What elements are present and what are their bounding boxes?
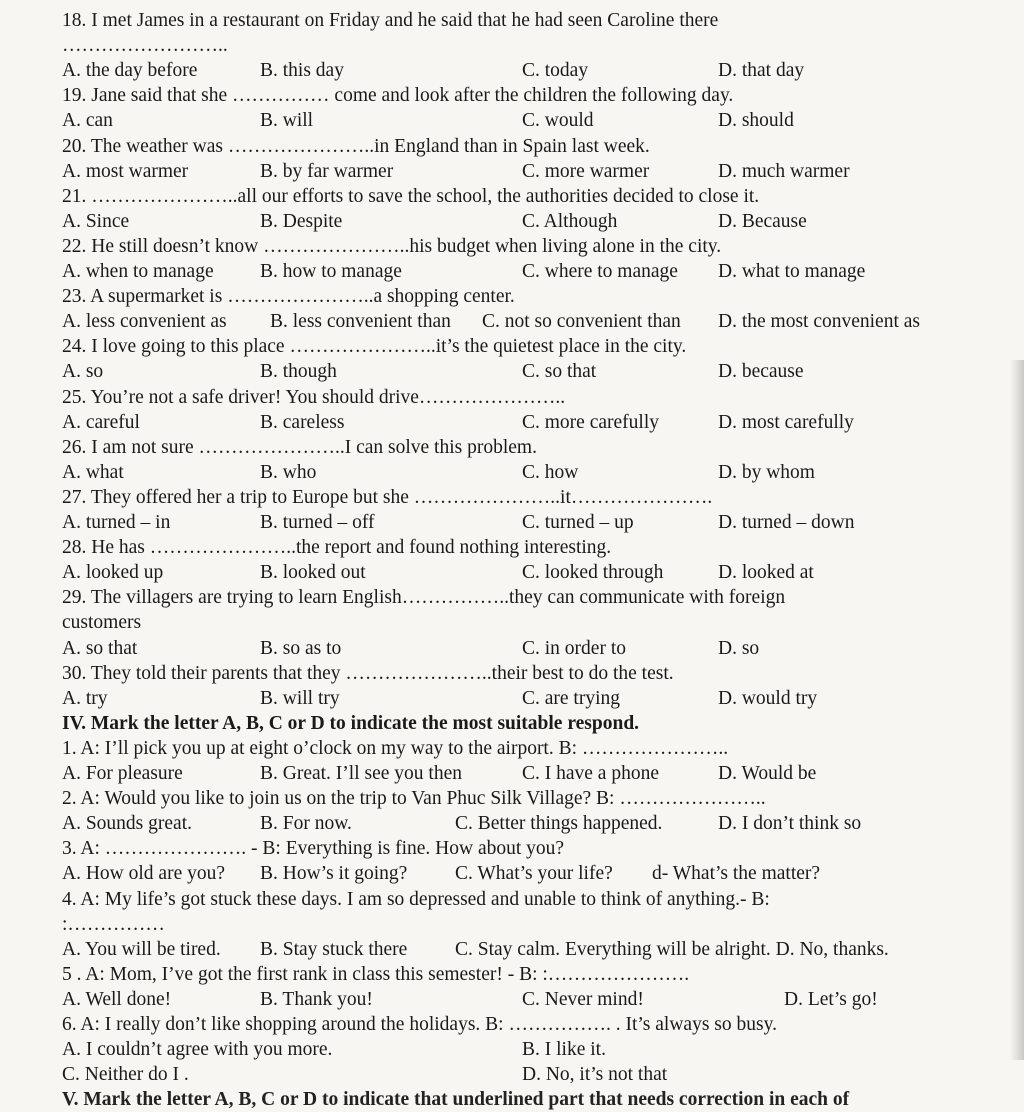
options-row	[62, 861, 962, 886]
answer-option: D. should	[718, 110, 794, 132]
line-text: 23. A supermarket is …………………..a shopping center.	[62, 286, 515, 308]
options-row	[62, 1062, 962, 1087]
line-text: V. Mark the letter A, B, C or D to indicate that underlined part that needs correction in each of	[62, 1089, 850, 1111]
answer-option: D. Would be	[718, 763, 817, 784]
question-line	[62, 661, 962, 686]
answer-option: C. I have a phone	[522, 763, 659, 784]
question-line	[62, 435, 962, 460]
answer-option: A. try	[62, 687, 108, 709]
answer-option: D. looked at	[718, 562, 814, 584]
answer-option: B. turned – off	[260, 512, 375, 533]
line-text: 29. The villagers are trying to learn English……………..they can communicate with foreign	[62, 587, 786, 609]
answer-option: B. so as to	[260, 637, 342, 659]
question-line	[62, 887, 962, 912]
answer-option: B. Stay stuck there	[260, 938, 408, 960]
answer-option: B. by far warmer	[260, 160, 394, 182]
options-row	[62, 460, 962, 485]
answer-option: C. more warmer	[522, 160, 650, 182]
line-text: 26. I am not sure …………………..I can solve this problem.	[62, 436, 537, 458]
options-row	[62, 811, 962, 836]
answer-option: C. where to manage	[522, 261, 678, 282]
answer-option: C. What’s your life?	[455, 863, 613, 885]
line-text: 27. They offered her a trip to Europe but she …………………..it………………….	[62, 486, 713, 508]
answer-option: D. Let’s go!	[784, 988, 878, 1010]
line-text: ……………………..	[62, 35, 228, 57]
options-row	[62, 937, 962, 962]
answer-option: A. looked up	[62, 562, 164, 584]
answer-option: A. most warmer	[62, 160, 189, 182]
answer-option: A. less convenient as	[62, 311, 227, 333]
answer-option: C. Neither do I .	[62, 1064, 189, 1086]
options-row	[62, 987, 962, 1012]
answer-option: B. though	[260, 361, 337, 383]
answer-option: B. how to manage	[260, 261, 402, 282]
answer-option: C. would	[522, 110, 594, 132]
answer-option: B. Great. I’ll see you then	[260, 763, 462, 784]
question-line	[62, 184, 962, 209]
answer-option: C. Never mind!	[522, 988, 644, 1010]
line-text: 2. A: Would you like to join us on the trip to Van Phuc Silk Village? B: …………………..	[62, 788, 766, 810]
answer-option: B. looked out	[260, 562, 366, 584]
section-heading	[62, 711, 962, 736]
answer-option: A. I couldn’t agree with you more.	[62, 1039, 333, 1061]
options-row	[62, 209, 962, 234]
line-text: :……………	[62, 913, 165, 935]
options-row	[62, 1037, 962, 1062]
answer-option: D. so	[718, 637, 760, 659]
answer-option: D. would try	[718, 687, 818, 709]
answer-option: B. How’s it going?	[260, 863, 408, 885]
line-text: 1. A: I’ll pick you up at eight o’clock on my way to the airport. B: …………………..	[62, 737, 729, 759]
answer-option: D. the most convenient as	[718, 311, 920, 333]
answer-option: B. less convenient than	[270, 311, 451, 333]
answer-option: D. turned – down	[718, 512, 855, 533]
line-text: IV. Mark the letter A, B, C or D to indicate the most suitable respond.	[62, 712, 640, 734]
answer-option: C. more carefully	[522, 411, 659, 433]
question-line	[62, 535, 962, 560]
answer-option: C. how	[522, 461, 579, 483]
answer-option: A. so	[62, 361, 104, 383]
answer-option: A. Well done!	[62, 988, 172, 1010]
options-row	[62, 636, 962, 661]
options-row	[62, 58, 962, 83]
line-text: 6. A: I really don’t like shopping around the holidays. B: ……………. . It’s always so busy.	[62, 1014, 777, 1035]
answer-option: C. in order to	[522, 637, 626, 659]
question-line	[62, 736, 962, 761]
answer-option: D. because	[718, 361, 804, 383]
line-text: 30. They told their parents that they …………………..their best to do the test.	[62, 662, 674, 684]
answer-option: B. Thank you!	[260, 988, 373, 1010]
answer-option: B. will	[260, 110, 314, 132]
line-text: customers	[62, 612, 142, 634]
question-line	[62, 1012, 962, 1037]
question-line	[62, 8, 962, 33]
line-text: 19. Jane said that she …………… come and look after the children the following day.	[62, 85, 734, 107]
line-text: 22. He still doesn’t know …………………..his budget when living alone in the city.	[62, 235, 722, 257]
answer-option: D. that day	[718, 60, 805, 82]
answer-option: D. much warmer	[718, 160, 850, 182]
answer-option: A. what	[62, 461, 124, 483]
options-row	[62, 259, 962, 284]
answer-option: C. not so convenient than	[482, 311, 681, 333]
answer-option: A. turned – in	[62, 512, 171, 533]
question-line	[62, 912, 962, 937]
answer-option: B. careless	[260, 411, 345, 433]
question-line	[62, 234, 962, 259]
options-row	[62, 309, 962, 334]
answer-option: C. Although	[522, 210, 618, 232]
answer-option: A. For pleasure	[62, 763, 183, 784]
answer-option: C. so that	[522, 361, 597, 383]
question-line	[62, 836, 962, 861]
section-heading-cut	[62, 1087, 962, 1112]
options-row	[62, 686, 962, 711]
line-text: 24. I love going to this place …………………..it’s the quietest place in the city.	[62, 336, 687, 358]
answer-option: C. are trying	[522, 687, 621, 709]
answer-option: A. can	[62, 110, 113, 132]
answer-option: B. this day	[260, 60, 344, 82]
line-text: 5 . A: Mom, I’ve got the first rank in class this semester! - B: :………………….	[62, 963, 690, 985]
answer-option: D. by whom	[718, 461, 815, 483]
answer-option: A. Sounds great.	[62, 813, 192, 835]
answer-option: C. today	[522, 60, 589, 82]
answer-option: A. careful	[62, 411, 140, 433]
answer-option: A. You will be tired.	[62, 938, 221, 960]
answer-option: B. who	[260, 461, 317, 483]
answer-option: B. will try	[260, 687, 340, 709]
question-line	[62, 385, 962, 410]
options-row	[62, 410, 962, 435]
line-text: 20. The weather was …………………..in England than in Spain last week.	[62, 135, 650, 157]
options-row	[62, 159, 962, 184]
answer-option: D. what to manage	[718, 261, 866, 282]
answer-option: D. I don’t think so	[718, 813, 862, 835]
answer-option: D. most carefully	[718, 411, 854, 433]
answer-option: C. turned – up	[522, 512, 634, 533]
options-row	[62, 359, 962, 384]
line-text: 18. I met James in a restaurant on Friday and he said that he had seen Caroline there	[62, 10, 719, 31]
question-line	[62, 485, 962, 510]
options-row	[62, 108, 962, 133]
question-line	[62, 134, 962, 159]
question-line	[62, 610, 962, 635]
answer-option: C. Stay calm. Everything will be alright. D. No, thanks.	[455, 938, 889, 960]
line-text: 25. You’re not a safe driver! You should drive…………………..	[62, 386, 566, 408]
line-text: 3. A: …………………. - B: Everything is fine. How about you?	[62, 838, 565, 860]
answer-option: B. Despite	[260, 210, 343, 232]
answer-option: A. when to manage	[62, 261, 214, 282]
line-text: 28. He has …………………..the report and found nothing interesting.	[62, 537, 612, 559]
options-row	[62, 560, 962, 585]
answer-option: d- What’s the matter?	[652, 863, 821, 885]
answer-option: C. Better things happened.	[455, 813, 663, 835]
line-text: 4. A: My life’s got stuck these days. I am so depressed and unable to think of anything.- B:	[62, 888, 770, 910]
answer-option: D. Because	[718, 210, 807, 232]
question-line	[62, 284, 962, 309]
options-row	[62, 761, 962, 786]
question-line	[62, 334, 962, 359]
answer-option: A. How old are you?	[62, 863, 225, 885]
answer-option: D. No, it’s not that	[522, 1064, 668, 1086]
question-line	[62, 786, 962, 811]
answer-option: C. looked through	[522, 562, 664, 584]
answer-option: B. For now.	[260, 813, 352, 835]
question-line	[62, 33, 962, 58]
options-row	[62, 510, 962, 535]
question-line	[62, 83, 962, 108]
line-text: 21. …………………..all our efforts to save the school, the authorities decided to close it.	[62, 185, 760, 207]
answer-option: A. the day before	[62, 60, 198, 82]
question-line	[62, 962, 962, 987]
answer-option: A. so that	[62, 637, 138, 659]
question-line	[62, 585, 962, 610]
page-edge-shadow	[1010, 360, 1024, 1060]
answer-option: B. I like it.	[522, 1039, 606, 1061]
answer-option: A. Since	[62, 210, 130, 232]
